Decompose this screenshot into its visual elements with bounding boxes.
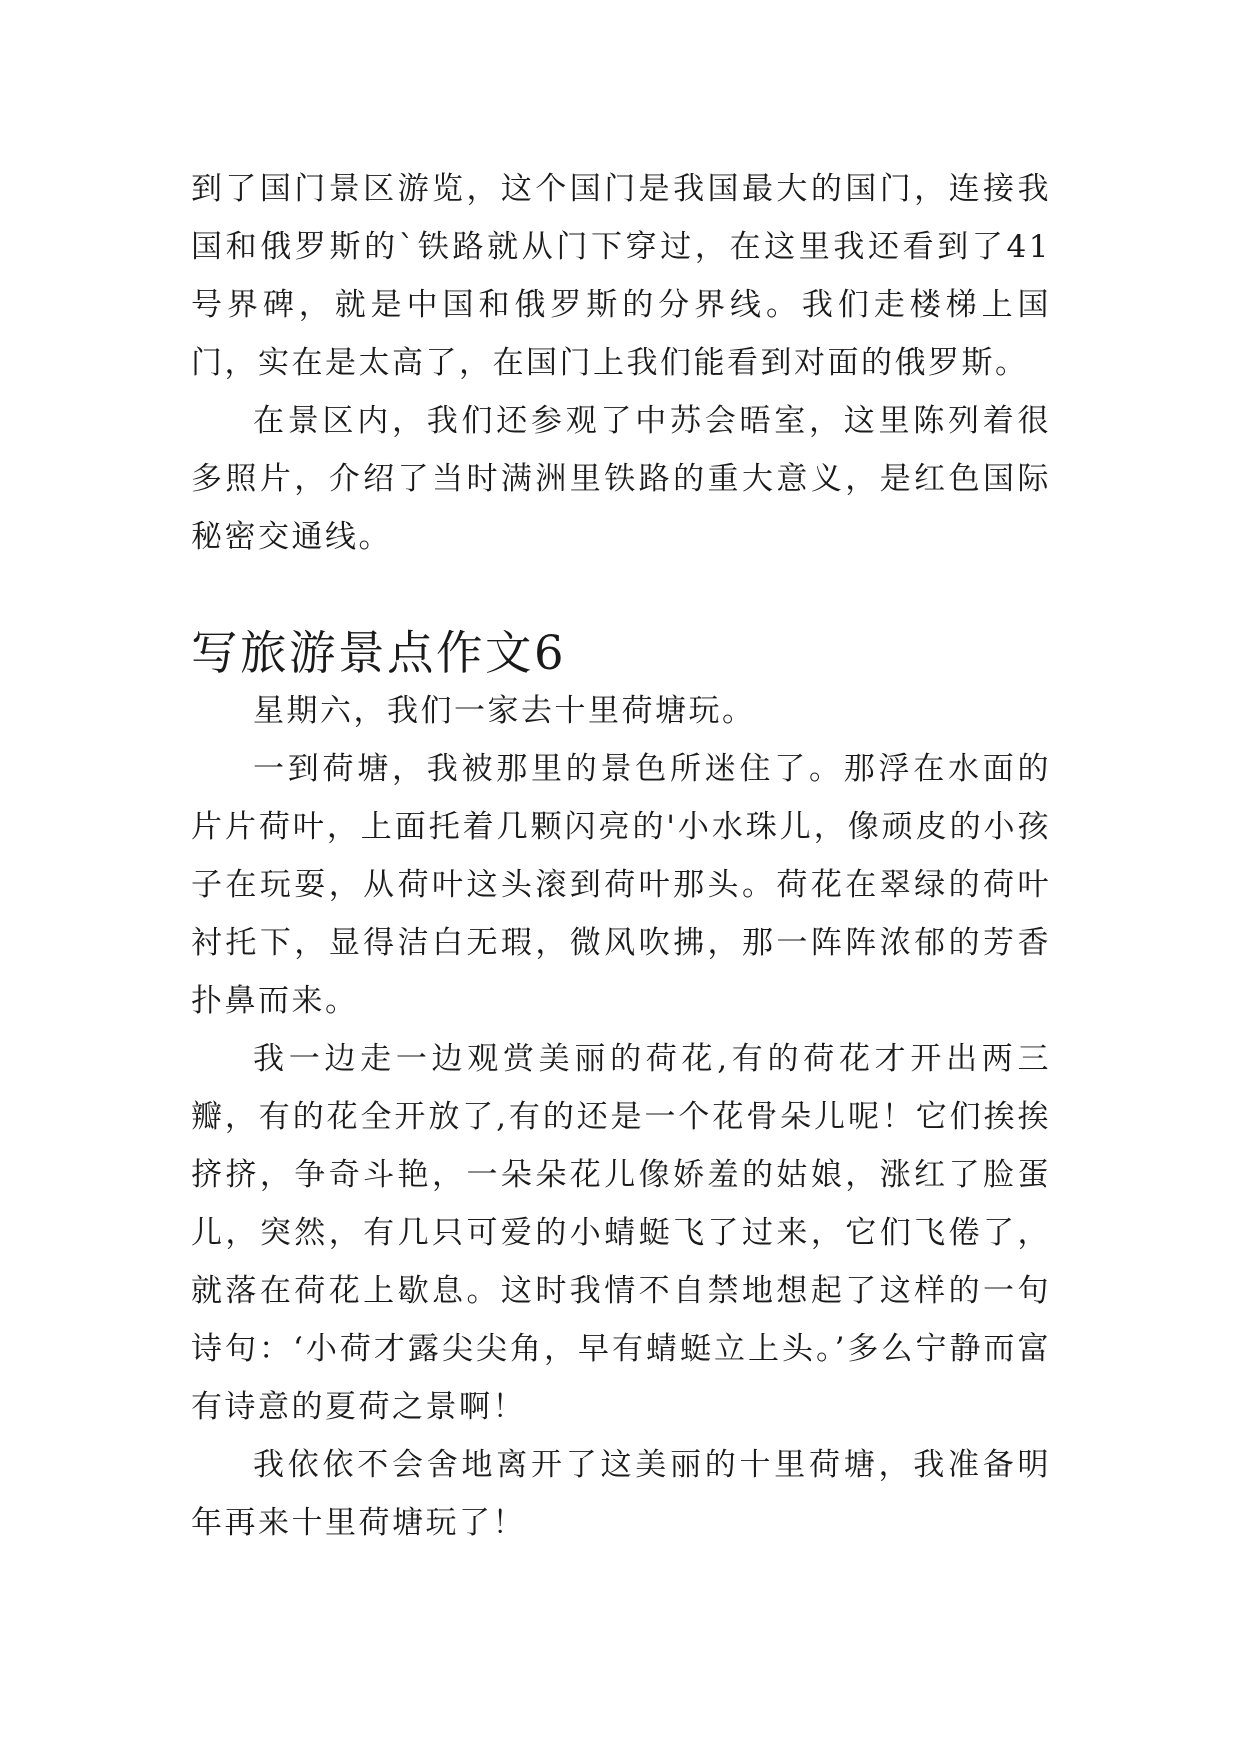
paragraph-lotus-pond-scene: 一到荷塘，我被那里的景色所迷住了。那浮在水面的片片荷叶，上面托着几颗闪亮的'小水珠儿，像顽皮的小孩子在玩耍，从荷叶这头滚到荷叶那头。荷花在翠绿的荷叶衬托下，显得洁白无瑕，微风吹拂，那一阵阵浓郁的芳香扑鼻而来。 bbox=[191, 751, 1051, 1019]
section-title: 写旅游景点作文6 bbox=[191, 626, 567, 680]
paragraph-meeting-room: 在景区内，我们还参观了中苏会晤室，这里陈列着很多照片，介绍了当时满洲里铁路的重大意义，是红色国际秘密交通线。 bbox=[191, 403, 1051, 555]
paragraph-guomen-visit: 到了国门景区游览，这个国门是我国最大的国门，连接我国和俄罗斯的`铁路就从门下穿过，在这里我还看到了41号界碑，就是中国和俄罗斯的分界线。我们走楼梯上国门，实在是太高了，在国门上我们能看到对面的俄罗斯。 bbox=[191, 171, 1051, 381]
paragraph-saturday-trip: 星期六，我们一家去十里荷塘玩。 bbox=[253, 693, 756, 729]
paragraph-farewell: 我依依不会舍地离开了这美丽的十里荷塘，我准备明年再来十里荷塘玩了！ bbox=[191, 1447, 1051, 1541]
paragraph-lotus-flowers: 我一边走一边观赏美丽的荷花,有的荷花才开出两三瓣，有的花全开放了,有的还是一个花骨朵儿呢！它们挨挨挤挤，争奇斗艳，一朵朵花儿像娇羞的姑娘，涨红了脸蛋儿，突然，有几只可爱的小蜻蜓飞了过来，它们飞倦了，就落在荷花上歇息。这时我情不自禁地想起了这样的一句诗句：‘小荷才露尖尖角，早有蜻蜓立上头。’多么宁静而富有诗意的夏荷之景啊！ bbox=[191, 1041, 1051, 1425]
document-body bbox=[191, 160, 1051, 1552]
